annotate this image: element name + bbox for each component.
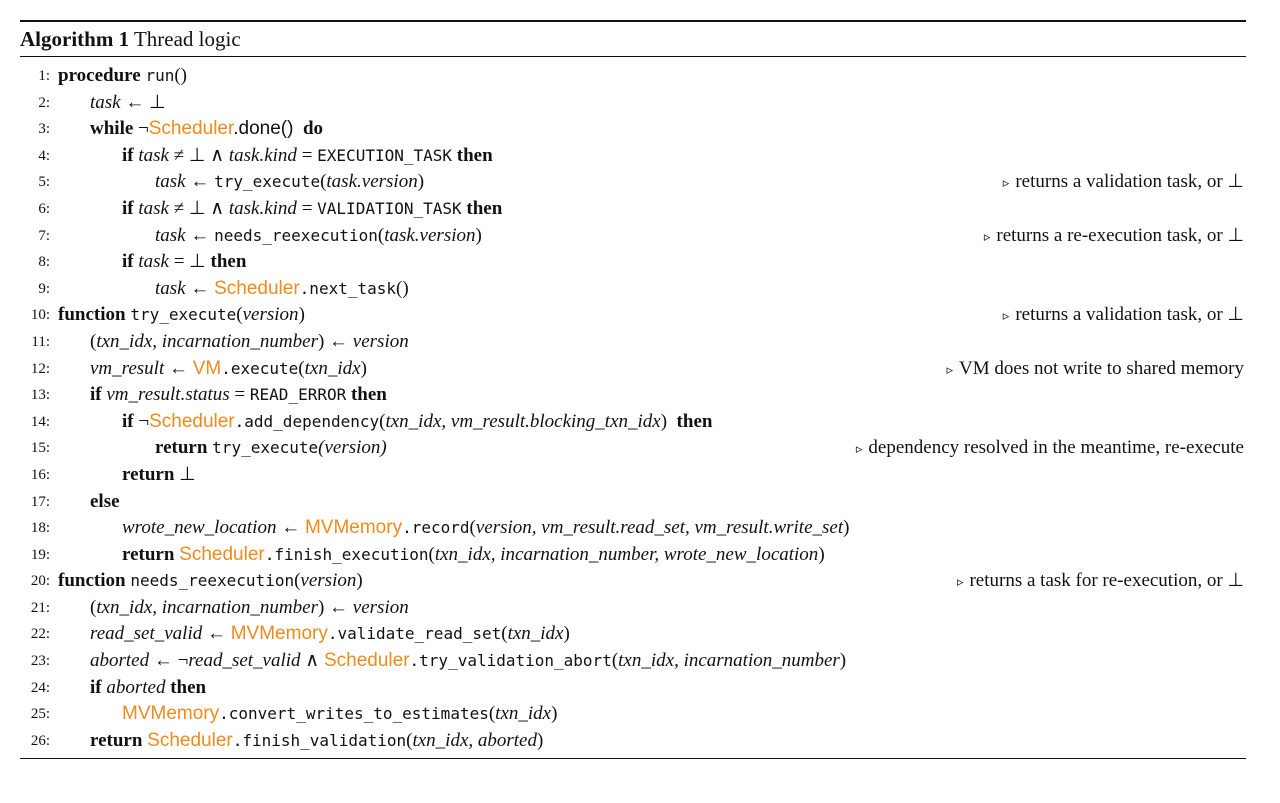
- algorithm-line: [20, 329, 1246, 356]
- line-number: 22:: [30, 626, 50, 643]
- code-token: (: [90, 596, 97, 618]
- code-token: task: [155, 224, 186, 246]
- code-token: task: [90, 91, 121, 113]
- line-code: [58, 542, 825, 569]
- algorithm-line: [20, 568, 1246, 595]
- code-token: =: [229, 384, 250, 406]
- code-token: vm_result.status: [106, 384, 230, 406]
- code-token: (: [488, 703, 496, 725]
- line-comment: [947, 356, 1244, 384]
- line-code: [58, 356, 367, 383]
- code-token: .finish_execution: [264, 544, 429, 564]
- algorithm-line: [20, 542, 1246, 569]
- code-token: task.kind: [228, 144, 297, 166]
- code-token: .add_dependency: [234, 411, 380, 431]
- code-token: ): [563, 623, 570, 645]
- line-code: [58, 329, 409, 356]
- algorithm-line: [20, 595, 1246, 622]
- line-number: 13:: [30, 387, 50, 404]
- code-token: ): [417, 171, 425, 193]
- code-token: task.version: [384, 224, 476, 246]
- code-token: procedure: [58, 65, 141, 86]
- comment-text: returns a task for re-execution, or ⊥: [969, 570, 1244, 592]
- code-token: do: [302, 118, 324, 140]
- algorithm-line: [20, 489, 1246, 516]
- line-code: [58, 143, 493, 170]
- line-number: 20:: [30, 573, 50, 590]
- algorithm-line: [20, 701, 1246, 728]
- algorithm-lines: [20, 57, 1246, 754]
- code-token: .finish_validation: [232, 730, 407, 750]
- code-token: aborted: [90, 650, 150, 672]
- code-token: ): [818, 543, 825, 565]
- code-token: (: [428, 543, 435, 565]
- code-token: task: [138, 197, 169, 219]
- comment-triangle-icon: ▹: [983, 228, 991, 244]
- code-token: task: [155, 277, 186, 299]
- code-token: ←: [202, 623, 231, 645]
- code-token: ←: [276, 517, 305, 539]
- code-token: version, vm_result.read_set, vm_result.write_set: [475, 517, 844, 539]
- code-token: aborted: [106, 676, 166, 698]
- algorithm-block: [20, 20, 1246, 759]
- code-token: txn_idx: [304, 357, 361, 379]
- code-token: ← ⊥: [120, 91, 166, 113]
- code-token: txn_idx: [507, 623, 564, 645]
- code-token: version: [352, 330, 409, 352]
- code-token: try_execute: [214, 172, 321, 192]
- comment-text: VM does not write to shared memory: [959, 357, 1244, 379]
- line-number: 26:: [30, 732, 50, 749]
- line-number: 5:: [38, 174, 50, 191]
- code-token: if: [122, 251, 134, 273]
- code-token: (: [90, 330, 97, 352]
- code-token: ): [551, 703, 558, 725]
- line-code: [58, 169, 424, 196]
- code-token: READ_ERROR: [249, 385, 347, 405]
- code-token: EXECUTION_TASK: [317, 145, 453, 165]
- line-number: 4:: [38, 147, 50, 164]
- code-token: ): [660, 410, 677, 432]
- code-token: then: [466, 197, 503, 219]
- algorithm-line: [20, 196, 1246, 223]
- algorithm-line: [20, 249, 1246, 276]
- code-token: (: [294, 570, 301, 592]
- line-number: 25:: [30, 706, 50, 723]
- code-token: txn_idx, incarnation_number, wrote_new_location: [434, 543, 819, 565]
- code-token: .validate_read_set: [327, 624, 502, 644]
- code-token: return: [122, 463, 175, 485]
- algorithm-caption: [20, 22, 1246, 57]
- line-number: 8:: [38, 254, 50, 271]
- algorithm-line: [20, 63, 1246, 90]
- code-token: needs_reexecution: [214, 225, 378, 245]
- code-token: Scheduler: [179, 543, 265, 565]
- line-number: 3:: [38, 121, 50, 138]
- code-token: while: [90, 118, 134, 140]
- line-number: 7:: [38, 227, 50, 244]
- code-token: if: [122, 197, 134, 219]
- code-token: (: [406, 729, 413, 751]
- code-token: txn_idx, incarnation_number: [618, 650, 840, 672]
- line-code: [58, 63, 187, 90]
- code-token: Scheduler: [148, 118, 234, 140]
- algorithm-line: [20, 382, 1246, 409]
- line-number: 24:: [30, 679, 50, 696]
- code-token: (: [320, 171, 327, 193]
- algorithm-line: [20, 409, 1246, 436]
- comment-triangle-icon: ▹: [1002, 308, 1010, 324]
- line-code: [58, 276, 409, 303]
- code-token: (version): [318, 437, 387, 459]
- code-token: read_set_valid: [188, 650, 301, 672]
- code-token: ) ←: [317, 596, 353, 618]
- line-number: 6:: [38, 200, 50, 217]
- code-token: .next_task: [299, 278, 396, 298]
- algorithm-line: [20, 90, 1246, 117]
- code-token: function: [58, 570, 126, 592]
- code-token: task: [138, 144, 169, 166]
- code-token: try_execute: [130, 305, 237, 325]
- code-token: (: [298, 357, 305, 379]
- code-token: return: [155, 437, 208, 459]
- code-token: else: [90, 490, 120, 512]
- code-token: ): [298, 304, 305, 326]
- line-number: 19:: [30, 546, 50, 563]
- code-token: then: [210, 251, 247, 273]
- line-code: [58, 435, 387, 462]
- line-code: [58, 409, 712, 436]
- code-token: (: [379, 410, 386, 432]
- bottom-rule: [20, 758, 1246, 759]
- code-token: ): [839, 650, 847, 672]
- code-token: vm_result: [90, 357, 165, 379]
- line-number: 12:: [30, 360, 50, 377]
- line-code: [58, 675, 206, 702]
- comment-triangle-icon: ▹: [956, 574, 964, 590]
- caption-label: Algorithm 1: [20, 27, 130, 51]
- code-token: task.version: [326, 171, 418, 193]
- line-number: 2:: [38, 94, 50, 111]
- code-token: txn_idx, incarnation_number: [96, 596, 318, 618]
- algorithm-line: [20, 675, 1246, 702]
- line-code: [58, 648, 846, 675]
- comment-text: returns a re-execution task, or ⊥: [996, 224, 1244, 246]
- code-token: (: [611, 650, 619, 672]
- code-token: ) ←: [317, 330, 353, 352]
- line-code: [58, 568, 363, 595]
- code-token: ): [536, 729, 544, 751]
- code-token: (): [396, 277, 409, 299]
- code-token: VALIDATION_TASK: [317, 198, 462, 218]
- code-token: ¬: [133, 410, 150, 432]
- code-token: version: [352, 596, 409, 618]
- algorithm-line: [20, 515, 1246, 542]
- code-token: MVMemory: [230, 623, 328, 645]
- line-number: 1:: [38, 68, 50, 84]
- algorithm-line: [20, 621, 1246, 648]
- line-number: 23:: [30, 653, 50, 670]
- code-token: if: [122, 410, 134, 432]
- code-token: ←: [185, 224, 215, 246]
- algorithm-line: [20, 302, 1246, 329]
- line-code: [58, 196, 502, 223]
- line-code: [58, 515, 849, 542]
- code-token: .record: [402, 518, 470, 538]
- code-token: (: [501, 623, 508, 645]
- line-code: [58, 302, 305, 329]
- code-token: return: [90, 729, 143, 751]
- line-code: [58, 116, 323, 143]
- code-token: .execute: [221, 358, 299, 378]
- code-token: read_set_valid: [90, 623, 203, 645]
- line-number: 15:: [30, 440, 50, 457]
- line-number: 18:: [30, 520, 50, 537]
- code-token: = ⊥: [168, 251, 211, 273]
- code-token: txn_idx: [495, 703, 552, 725]
- line-code: [58, 595, 409, 622]
- comment-text: returns a validation task, or ⊥: [1015, 304, 1244, 326]
- code-token: ⊥: [174, 463, 196, 485]
- code-token: (: [236, 304, 243, 326]
- comment-text: dependency resolved in the meantime, re-execute: [868, 437, 1244, 459]
- algorithm-line: [20, 462, 1246, 489]
- code-token: return: [122, 543, 175, 565]
- line-number: 10:: [30, 307, 50, 324]
- comment-triangle-icon: ▹: [946, 361, 954, 377]
- line-code: [58, 249, 246, 276]
- code-token: txn_idx, incarnation_number: [96, 330, 318, 352]
- line-number: 21:: [30, 599, 50, 616]
- line-comment: [856, 435, 1244, 463]
- line-number: 14:: [30, 413, 50, 430]
- code-token: [293, 118, 303, 139]
- code-token: ←: [185, 277, 215, 299]
- code-token: .done(): [233, 118, 294, 140]
- code-token: MVMemory: [122, 703, 220, 725]
- code-token: run: [145, 66, 175, 85]
- algorithm-line: [20, 223, 1246, 250]
- comment-text: returns a validation task, or ⊥: [1015, 171, 1244, 193]
- line-code: [58, 223, 482, 250]
- code-token: ): [843, 517, 850, 539]
- code-token: ): [475, 224, 482, 246]
- line-number: 9:: [38, 280, 50, 297]
- line-code: [58, 462, 196, 489]
- code-token: MVMemory: [304, 517, 403, 539]
- line-code: [58, 90, 166, 117]
- code-token: (): [174, 65, 187, 86]
- line-code: [58, 728, 543, 755]
- code-token: version: [242, 304, 299, 326]
- line-code: [58, 382, 387, 409]
- code-token: if: [90, 676, 102, 698]
- line-comment: [984, 223, 1244, 251]
- comment-triangle-icon: ▹: [855, 441, 863, 457]
- code-token: ←: [185, 171, 215, 193]
- code-token: then: [676, 410, 713, 432]
- algorithm-line: [20, 276, 1246, 303]
- code-token: ≠ ⊥ ∧: [168, 197, 229, 219]
- code-token: if: [90, 384, 102, 406]
- code-token: function: [58, 304, 126, 326]
- code-token: ←: [164, 357, 193, 379]
- algorithm-line: [20, 169, 1246, 196]
- line-code: [58, 701, 557, 728]
- line-number: 11:: [31, 333, 50, 350]
- code-token: needs_reexecution: [130, 571, 295, 591]
- line-comment: [1003, 302, 1244, 330]
- code-token: ¬: [133, 118, 149, 140]
- algorithm-line: [20, 143, 1246, 170]
- code-token: (: [377, 224, 385, 246]
- line-number: 17:: [30, 493, 50, 510]
- code-token: Scheduler: [323, 650, 410, 672]
- algorithm-line: [20, 116, 1246, 143]
- code-token: task: [155, 171, 186, 193]
- code-token: ∧: [300, 650, 324, 672]
- code-token: (: [469, 517, 476, 539]
- line-code: [58, 621, 570, 648]
- code-token: wrote_new_location: [122, 517, 277, 539]
- caption-title: Thread logic: [133, 27, 241, 51]
- code-token: Scheduler: [147, 729, 233, 751]
- code-token: then: [170, 676, 207, 698]
- code-token: Scheduler: [149, 410, 235, 432]
- algorithm-line: [20, 356, 1246, 383]
- code-token: txn_idx, vm_result.blocking_txn_idx: [385, 410, 661, 432]
- code-token: txn_idx, aborted: [412, 729, 537, 751]
- code-token: .try_validation_abort: [409, 651, 612, 671]
- code-token: then: [350, 384, 387, 406]
- code-token: then: [456, 144, 493, 166]
- algorithm-line: [20, 435, 1246, 462]
- code-token: VM: [192, 357, 222, 379]
- line-comment: [957, 568, 1244, 596]
- code-token: Scheduler: [214, 277, 300, 299]
- code-token: if: [122, 144, 134, 166]
- code-token: version: [300, 570, 357, 592]
- algorithm-line: [20, 648, 1246, 675]
- code-token: ← ¬: [149, 650, 189, 672]
- line-number: 16:: [30, 466, 50, 483]
- code-token: task.kind: [228, 197, 297, 219]
- line-comment: [1003, 169, 1244, 197]
- line-code: [58, 489, 120, 516]
- code-token: ): [360, 357, 367, 379]
- code-token: .convert_writes_to_estimates: [219, 704, 489, 724]
- comment-triangle-icon: ▹: [1002, 175, 1010, 191]
- algorithm-line: [20, 728, 1246, 755]
- code-token: ): [356, 570, 363, 592]
- code-token: ≠ ⊥ ∧: [168, 144, 229, 166]
- code-token: =: [296, 197, 318, 219]
- code-token: task: [138, 251, 169, 273]
- code-token: =: [296, 144, 318, 166]
- code-token: try_execute: [212, 438, 319, 458]
